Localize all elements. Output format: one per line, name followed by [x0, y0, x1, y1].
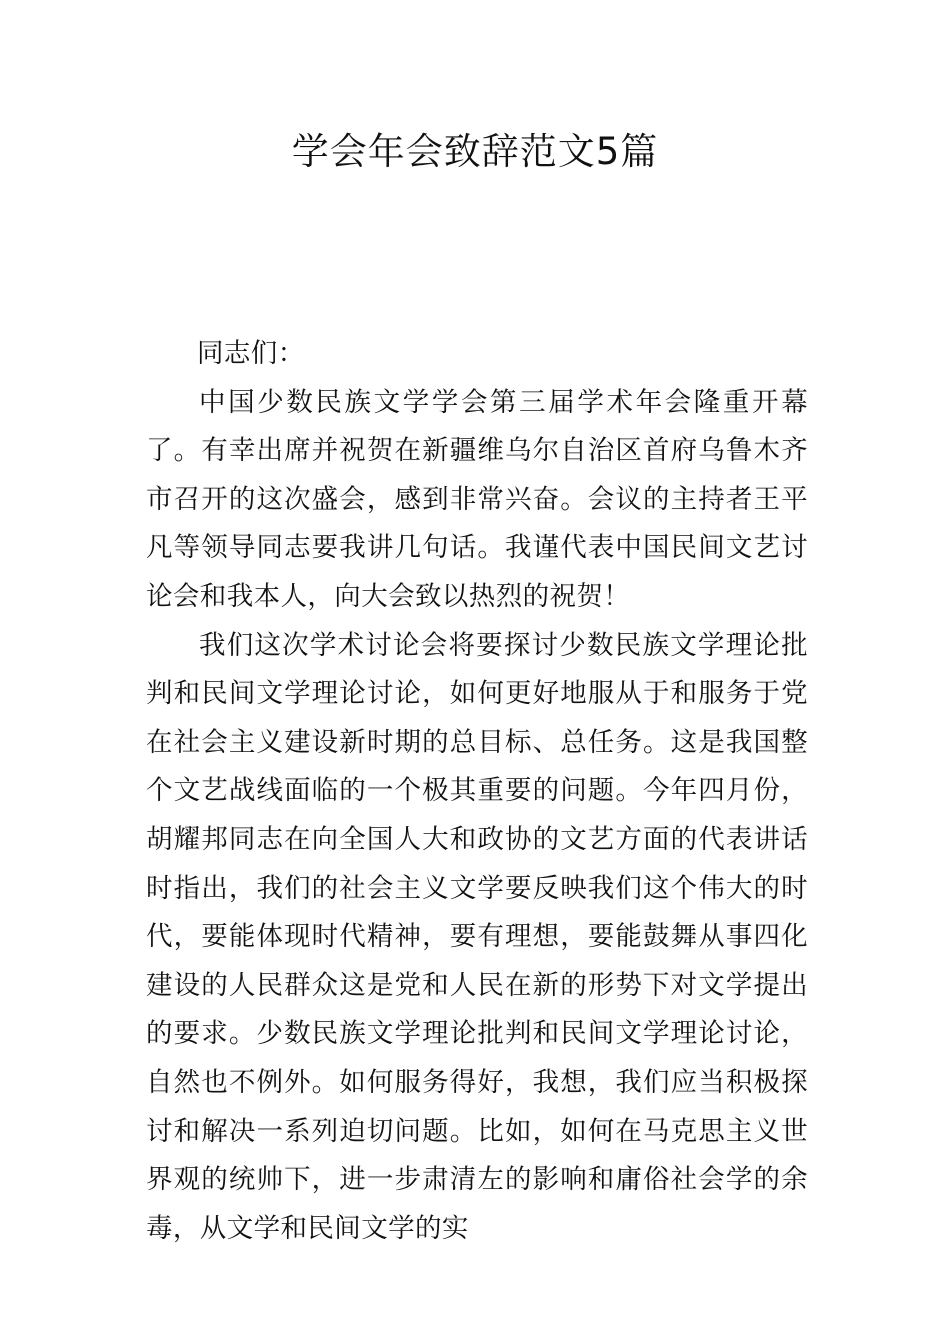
salutation: 同志们： — [197, 338, 305, 369]
document-body — [146, 330, 808, 1253]
paragraph-2: 我们这次学术讨论会将要探讨少数民族文学理论批判和民间文学理论讨论，如何更好地服从于和服务于党在社会主义建设新时期的总目标、总任务。这是我国整个文艺战线面临的一个极其重要的问题。今年四月份，胡耀邦同志在向全国人大和政协的文艺方面的代表讲话时指出，我们的社会主义文学要反映我们这个伟大的时代，要能体现时代精神，要有理想，要能鼓舞从事四化建设的人民群众这是党和人民在新的形势下对文学提出的要求。少数民族文学理论批判和民间文学理论讨论，自然也不例外。如何服务得好，我想，我们应当积极探讨和解决一系列迫切问题。比如，如何在马克思主义世界观的统帅下，进一步肃清左的影响和庸俗社会学的余毒，从文学和民间文学的实 — [146, 629, 808, 1244]
document-title: 学会年会致辞范文5篇 — [291, 130, 659, 173]
paragraph-1: 中国少数民族文学学会第三届学术年会隆重开幕了。有幸出席并祝贺在新疆维乌尔自治区首府乌鲁木齐市召开的这次盛会，感到非常兴奋。会议的主持者王平凡等领导同志要我讲几句话。我谨代表中国民间文艺讨论会和我本人，向大会致以热烈的祝贺！ — [146, 386, 808, 612]
